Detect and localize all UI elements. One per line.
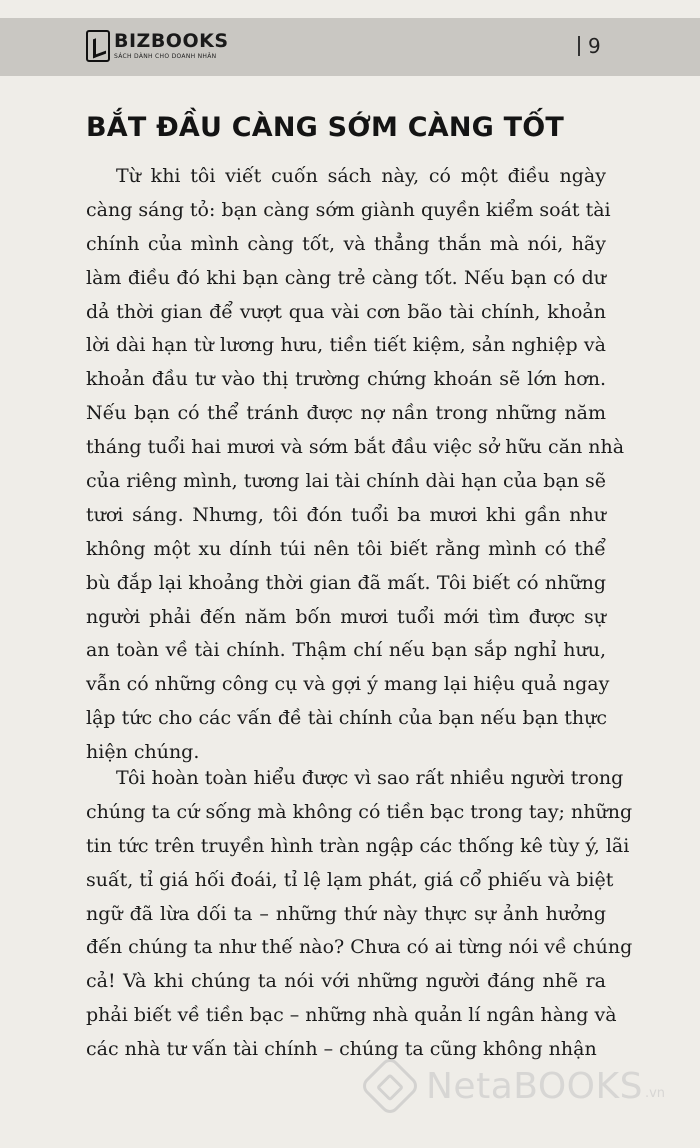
watermark-brand: NetaBOOKS [426,1065,643,1107]
text-line: hiện chúng. [86,741,200,764]
paragraph-2 [86,762,633,1067]
text-line: làm điều đó khi bạn càng trẻ càng tốt. Nếu bạn có dư [86,266,606,289]
page-number [578,34,601,58]
text-line: lập tức cho các vấn đề tài chính của bạn nếu bạn thực [86,707,607,730]
text-line: cả! Và khi chúng ta nói với những người đáng nhẽ ra [86,970,606,993]
watermark-suffix: .vn [644,1085,666,1101]
text-line: chính của mình càng tốt, và thẳng thắn mà nói, hãy [86,232,606,255]
text-line: chúng ta cứ sống mà không có tiền bạc trong tay; những [86,800,633,823]
bizbooks-logo-icon [86,30,110,62]
text-line: người phải đến năm bốn mươi tuổi mới tìm được sự [86,605,606,628]
text-line: suất, tỉ giá hối đoái, tỉ lệ lạm phát, giá cổ phiếu và biệt [86,868,614,891]
text-line: tin tức trên truyền hình tràn ngập các thống kê tùy ý, lãi [86,834,630,857]
page-number-value: 9 [588,34,601,58]
text-line: bù đắp lại khoảng thời gian đã mất. Tôi biết có những [86,571,606,594]
paragraph-1 [86,160,625,770]
logo-name: BIZBOOKS [114,30,229,52]
text-line: Từ khi tôi viết cuốn sách này, có một điều ngày [116,165,606,187]
text-line: phải biết về tiền bạc – những nhà quản lí ngân hàng và [86,1004,617,1027]
section-title: BẮT ĐẦU CÀNG SỚM CÀNG TỐT [86,112,564,143]
publisher-logo [86,22,229,70]
text-line: ngữ đã lừa dối ta – những thứ này thực sự ảnh hưởng [86,902,606,925]
text-line: an toàn về tài chính. Thậm chí nếu bạn sắp nghỉ hưu, [86,639,606,662]
text-line: lời dài hạn từ lương hưu, tiền tiết kiệm, sản nghiệp và [86,334,606,357]
text-line: khoản đầu tư vào thị trường chứng khoán sẽ lớn hơn. [86,368,606,391]
netabooks-logo-icon [359,1055,421,1117]
text-line: đến chúng ta như thế nào? Chưa có ai từng nói về chúng [86,936,633,959]
text-line: tươi sáng. Nhưng, tôi đón tuổi ba mươi khi gần như [86,503,606,526]
text-line: không một xu dính túi nên tôi biết rằng mình có thể [86,537,606,560]
text-line: tháng tuổi hai mươi và sớm bắt đầu việc sở hữu căn nhà [86,436,625,459]
text-line: của riêng mình, tương lai tài chính dài hạn của bạn sẽ [86,470,607,493]
watermark [368,1064,665,1108]
text-line: càng sáng tỏ: bạn càng sớm giành quyền kiểm soát tài [86,198,611,221]
text-line: Tôi hoàn toàn hiểu được vì sao rất nhiều người trong [116,767,624,789]
text-line: dả thời gian để vượt qua vài cơn bão tài chính, khoản [86,300,606,323]
text-line: các nhà tư vấn tài chính – chúng ta cũng không nhận [86,1038,597,1061]
text-line: Nếu bạn có thể tránh được nợ nần trong những năm [86,402,606,425]
text-line: vẫn có những công cụ và gợi ý mang lại hiệu quả ngay [86,673,610,696]
page-number-divider [578,36,580,56]
logo-tagline: SÁCH DÀNH CHO DOANH NHÂN [114,53,217,60]
